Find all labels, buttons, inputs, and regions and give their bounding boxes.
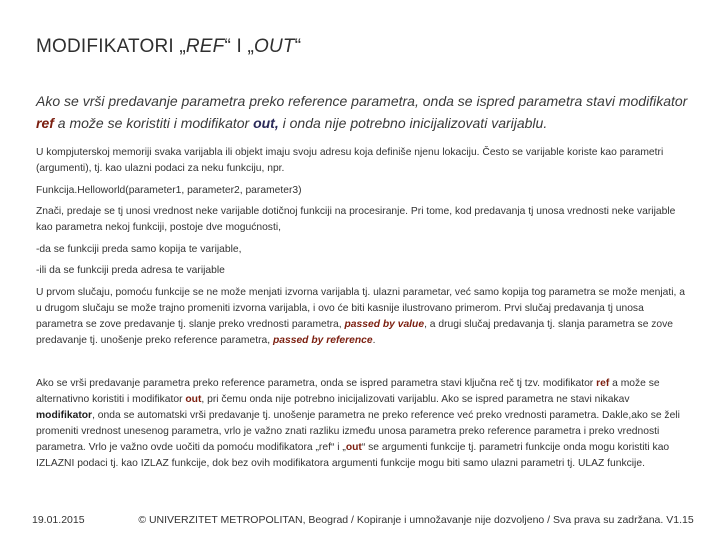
title-mid: “ I „ xyxy=(224,36,254,57)
paragraph-5: -ili da se funkciji preda adresa te varijable xyxy=(36,265,225,276)
footer-copyright: © UNIVERZITET METROPOLITAN, Beograd / Kopiranje i umnožavanje nije dozvoljeno / Sva prava su zadržana. V1.15 xyxy=(138,514,694,526)
lead-keyword-out: out, xyxy=(253,115,279,131)
lead-text-2: a može se koristiti i modifikator xyxy=(53,115,254,131)
p7-keyword-out-2: out xyxy=(345,442,362,453)
paragraph-4: -da se funkciji preda samo kopija te varijable, xyxy=(36,244,242,255)
title-ref: REF xyxy=(185,36,225,57)
paragraph-cases xyxy=(36,285,686,349)
paragraph-modifiers xyxy=(36,376,686,472)
title-prefix: MODIFIKATORI „ xyxy=(36,36,186,57)
paragraph-function-example xyxy=(36,183,686,199)
lead-text-3: i onda nije potrebno inicijalizovati varijablu. xyxy=(278,115,548,131)
paragraph-6 xyxy=(36,285,686,349)
p7-text-a: Ako se vrši predavanje parametra preko reference parametra, onda se ispred parametra stavi ključna reč tj tzv. modifikator xyxy=(36,378,597,389)
p7-text-b: a može se alternativno koristiti i modifikator xyxy=(36,378,660,405)
lead-keyword-ref: ref xyxy=(36,115,54,131)
p6-text-c: , a drugi slučaj predavanja tj. slanja parametra se zove predavanje tj. unošenje preko reference parametra, xyxy=(36,319,674,346)
lead-text-1: Ako se vrši predavanje parametra preko reference parametra, onda se ispred parametra stavi modifikator xyxy=(36,93,688,109)
lead-paragraph xyxy=(36,90,696,134)
p7-text-d: , onda se automatski vrši predavanje tj. unošenje parametra ne preko reference već preko vrednosti parametra. Dakle,ako se želi promeniti vrednost unesenog parametra, vrlo je važno znati razliku između unosa parametra preko reference parametra i preko vrednosti parametra. Vrlo je važno ovde uočiti da pomoću modifikatora „ref“ i „ xyxy=(36,410,680,453)
p6-text-e: . xyxy=(372,335,376,346)
footer-date: 19.01.2015 xyxy=(32,514,85,526)
paragraph-1: U kompjuterskoj memoriji svaka varijabla ili objekt imaju svoju adresu koja definiše njenu lokaciju. Često se varijable koriste kao parametri (argumenti), tj. kao ulazni podaci za neku funkciju, npr. xyxy=(36,147,664,174)
slide-title xyxy=(36,36,301,58)
paragraph-option-copy xyxy=(36,242,686,258)
p7-keyword-modifikator: modifikator xyxy=(36,410,93,421)
passed-by-reference: passed by reference xyxy=(272,335,373,346)
title-suffix: “ xyxy=(294,36,302,57)
passed-by-value: passed by value xyxy=(344,319,425,330)
paragraph-memory xyxy=(36,145,686,177)
p7-keyword-out: out xyxy=(185,394,202,405)
paragraph-meaning xyxy=(36,204,686,236)
paragraph-3: Znači, predaje se tj unosi vrednost neke varijable dotičnoj funkciji na procesiranje. Pri tome, kod predavanja tj unosa vrednosti neke varijable kao parametra nekoj funkciji, postoje dve mogućnosti, xyxy=(36,206,676,233)
paragraph-7 xyxy=(36,376,686,472)
p7-keyword-ref: ref xyxy=(596,378,610,389)
title-out: OUT xyxy=(253,36,295,57)
paragraph-option-address xyxy=(36,263,686,279)
p7-text-e: “ se argumenti funkcije tj. parametri funkcije onda mogu koristiti kao IZLAZNI podaci tj. kao IZLAZ funkcije, dok bez ovih modifikatora argumenti funkcije mogu biti samo ulazni parametri tj. ULAZ funkcije. xyxy=(36,442,670,469)
p6-text-a: U prvom slučaju, pomoću funkcije se ne može menjati izvorna varijabla tj. ulazni parametar, već samo kopija tog parametra se može menjati, a u drugom slučaju se može trajno promeniti izvorna varijabla, i ovo će biti kasnije ilustrovano primerom. Prvi slučaj predavanja tj unosa parametra se zove predavanje tj. slanje preko vrednosti parametra, xyxy=(36,287,686,330)
p7-text-c: , pri čemu onda nije potrebno inicijalizovati varijablu. Ako se ispred parametra ne stavi nikakav xyxy=(201,394,630,405)
paragraph-2: Funkcija.Helloworld(parameter1, parameter2, parameter3) xyxy=(36,185,302,196)
